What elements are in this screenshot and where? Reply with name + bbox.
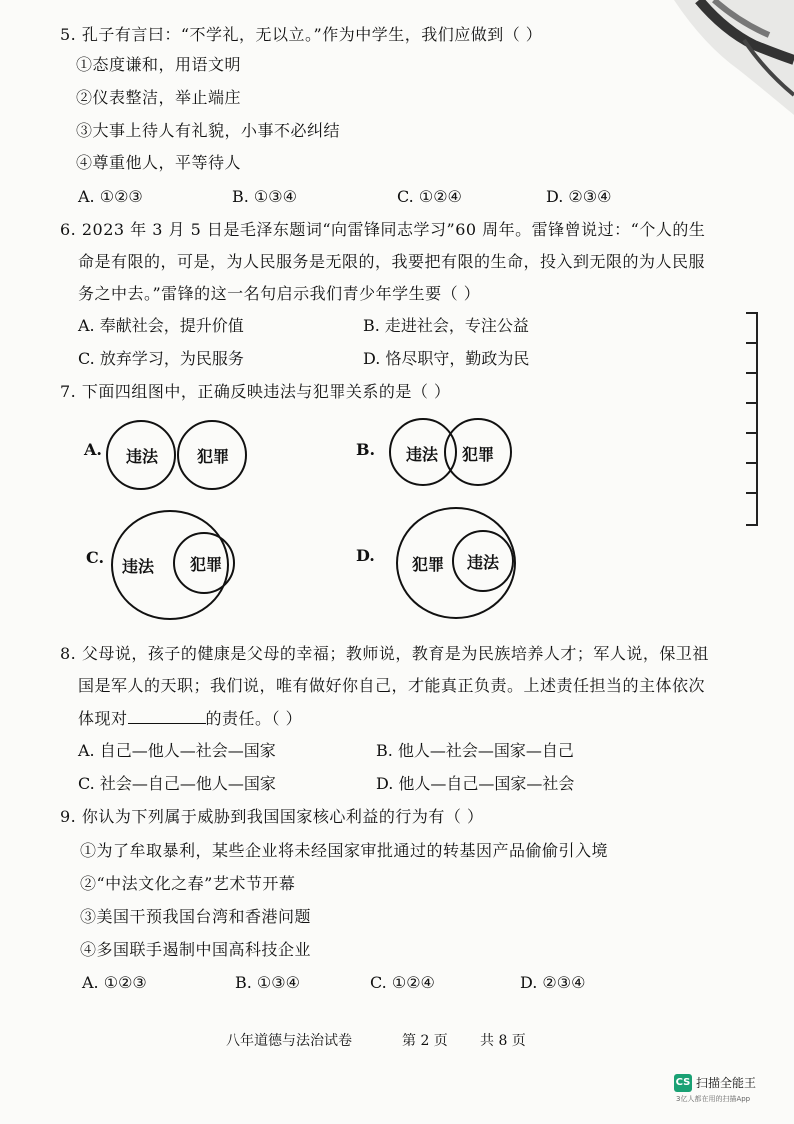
q8-line-3: [78, 707, 302, 730]
diagram-a-right-label: 犯罪: [197, 447, 230, 466]
q8-line-3-post: 的责任。（ ）: [205, 709, 303, 728]
margin-tick: [746, 312, 758, 314]
q9-option-b: B. ①③④: [235, 973, 300, 992]
q6-line-3: 务之中去。”雷锋的这一名句启示我们青少年学生要（ ）: [78, 284, 481, 303]
diagram-a-label: A.: [84, 440, 102, 459]
q6-option-b: B. 走进社会，专注公益: [363, 316, 529, 335]
margin-tick: [746, 402, 758, 404]
q9-option-d: D. ②③④: [520, 973, 586, 992]
q6-option-c: C. 放弃学习，为民服务: [78, 349, 244, 368]
q8-line-1: 8. 父母说，孩子的健康是父母的幸福；教师说，教育是为民族培养人才；军人说，保卫祖: [60, 644, 709, 663]
q8-answer-blank: [128, 707, 206, 724]
margin-tick: [746, 432, 758, 434]
watermark-tagline: 3亿人都在用的扫描App: [676, 1095, 751, 1103]
q8-line-3-pre: 体现对: [78, 709, 128, 728]
q5-item-4: ④尊重他人，平等待人: [76, 153, 242, 172]
q5-option-b: B. ①③④: [232, 187, 297, 206]
diagram-c-label: C.: [86, 548, 105, 567]
q9-item-1: ①为了牟取暴利，某些企业将未经国家审批通过的转基因产品偷偷引入境: [80, 841, 609, 860]
q5-stem: 5. 孔子有言曰：“不学礼，无以立。”作为中学生，我们应做到（ ）: [60, 25, 543, 44]
margin-tick: [746, 372, 758, 374]
margin-binding-ticks: [744, 312, 758, 526]
diagram-c-outer-label: 违法: [122, 557, 155, 576]
q5-item-1: ①态度谦和，用语文明: [76, 55, 242, 74]
margin-tick: [746, 524, 758, 526]
diagram-b-label: B.: [356, 440, 376, 459]
q5-item-3: ③大事上待人有礼貌，小事不必纠结: [76, 121, 341, 140]
q5-option-c: C. ①②④: [397, 187, 462, 206]
corner-stamp-image: [644, 0, 794, 115]
diagram-b-left-label: 违法: [406, 445, 439, 464]
camscanner-logo-icon: CS: [674, 1074, 692, 1092]
q9-option-c: C. ①②④: [370, 973, 435, 992]
diagram-c-inner-label: 犯罪: [190, 555, 223, 574]
q5-option-d: D. ②③④: [546, 187, 612, 206]
footer-page: 第 2 页: [402, 1033, 448, 1049]
diagram-d-inner-label: 违法: [467, 553, 500, 572]
scanner-watermark: [674, 1074, 774, 1104]
margin-tick: [746, 342, 758, 344]
diagram-d-outer-label: 犯罪: [412, 555, 445, 574]
q8-option-b: B. 他人—社会—国家—自己: [376, 741, 574, 760]
diagram-b-right-label: 犯罪: [462, 445, 495, 464]
watermark-app-name: 扫描全能王: [696, 1076, 757, 1090]
q6-option-d: D. 恪尽职守，勤政为民: [363, 349, 530, 368]
q5-item-2: ②仪表整洁，举止端庄: [76, 88, 242, 107]
q9-item-3: ③美国干预我国台湾和香港问题: [80, 907, 312, 926]
footer-subject: 八年道德与法治试卷: [226, 1033, 352, 1049]
margin-tick: [746, 492, 758, 494]
q8-option-c: C. 社会—自己—他人—国家: [78, 774, 276, 793]
q9-stem: 9. 你认为下列属于威胁到我国国家核心利益的行为有（ ）: [60, 807, 484, 826]
q6-option-a: A. 奉献社会，提升价值: [78, 316, 244, 335]
q5-option-a: A. ①②③: [78, 187, 143, 206]
q8-option-d: D. 他人—自己—国家—社会: [376, 774, 575, 793]
q9-item-2: ②“中法文化之春”艺术节开幕: [80, 874, 296, 893]
q9-item-4: ④多国联手遏制中国高科技企业: [80, 940, 312, 959]
q8-option-a: A. 自己—他人—社会—国家: [78, 741, 276, 760]
footer-total: 共 8 页: [480, 1033, 526, 1049]
q8-line-2: 国是军人的天职；我们说，唯有做好你自己，才能真正负责。上述责任担当的主体依次: [78, 676, 706, 695]
q7-stem: 7. 下面四组图中，正确反映违法与犯罪关系的是（ ）: [60, 382, 451, 401]
q6-line-2: 命是有限的，可是，为人民服务是无限的，我要把有限的生命，投入到无限的为人民服: [78, 252, 706, 271]
q6-line-1: 6. 2023 年 3 月 5 日是毛泽东题词“向雷锋同志学习”60 周年。雷锋曾说过：“个人的生: [60, 220, 706, 239]
margin-tick: [746, 462, 758, 464]
diagram-d-label: D.: [356, 546, 375, 565]
diagram-a-left-label: 违法: [126, 447, 159, 466]
q9-option-a: A. ①②③: [82, 973, 147, 992]
